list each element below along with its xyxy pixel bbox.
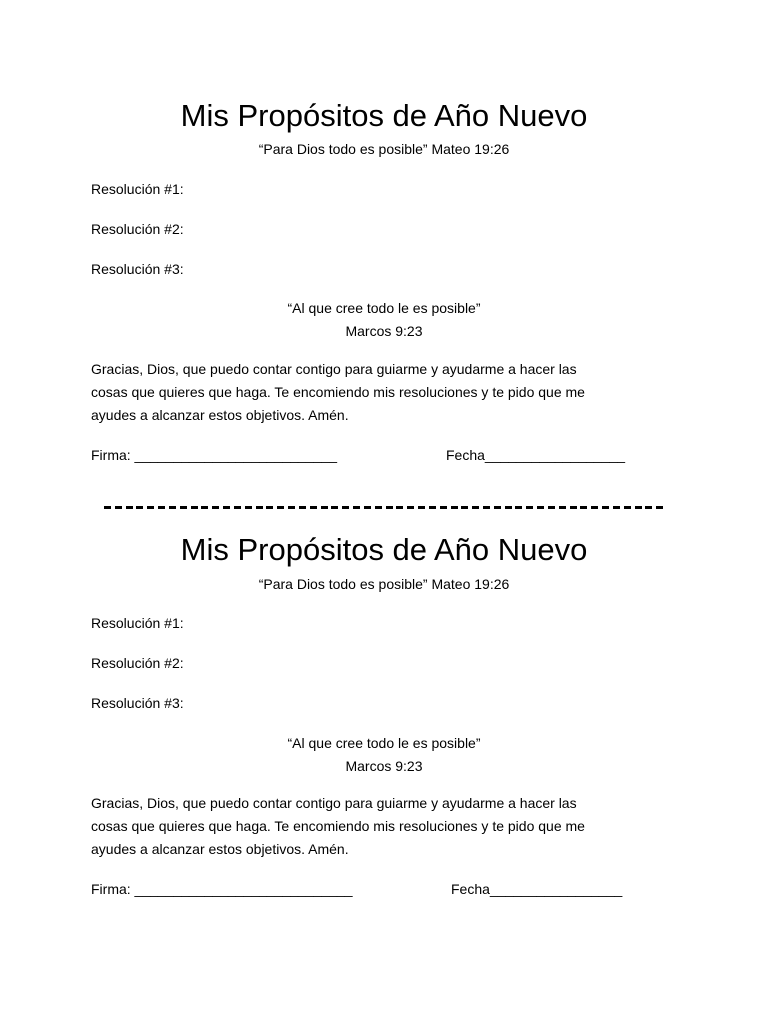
separator-dash: [580, 506, 587, 509]
verse-mateo: “Para Dios todo es posible” Mateo 19:26: [258, 141, 510, 157]
separator-dash: [613, 506, 620, 509]
date-line: Fecha__________________: [446, 447, 626, 463]
prayer-line: Gracias, Dios, que puedo contar contigo para guiarme y ayudarme a hacer las: [91, 795, 577, 811]
separator-dash: [440, 506, 447, 509]
separator-dash: [180, 506, 187, 509]
cut-separator: [104, 504, 664, 510]
separator-dash: [104, 506, 111, 509]
form-title: Mis Propósitos de Año Nuevo: [180, 532, 588, 567]
resolution-1-label: Resolución #1:: [91, 615, 184, 631]
prayer-line: cosas que quieres que haga. Te encomiendo mis resoluciones y te pido que me: [91, 384, 585, 400]
separator-dash: [364, 506, 371, 509]
separator-dash: [645, 506, 652, 509]
separator-dash: [386, 506, 393, 509]
separator-dash: [266, 506, 273, 509]
separator-dash: [483, 506, 490, 509]
verse-marcos-ref: Marcos 9:23: [345, 323, 423, 339]
separator-dash: [451, 506, 458, 509]
separator-dash: [624, 506, 631, 509]
resolution-1-label: Resolución #1:: [91, 181, 184, 197]
separator-dash: [505, 506, 512, 509]
verse-marcos-ref: Marcos 9:23: [345, 758, 423, 774]
separator-dash: [310, 506, 317, 509]
separator-dash: [147, 506, 154, 509]
separator-dash: [407, 506, 414, 509]
separator-dash: [342, 506, 349, 509]
resolution-3-label: Resolución #3:: [91, 261, 184, 277]
separator-dash: [602, 506, 609, 509]
separator-dash: [472, 506, 479, 509]
separator-dash: [212, 506, 219, 509]
prayer-line: ayudes a alcanzar estos objetivos. Amén.: [91, 841, 349, 857]
separator-dash: [635, 506, 642, 509]
prayer-line: Gracias, Dios, que puedo contar contigo para guiarme y ayudarme a hacer las: [91, 361, 577, 377]
separator-dash: [548, 506, 555, 509]
resolution-2-label: Resolución #2:: [91, 221, 184, 237]
separator-dash: [288, 506, 295, 509]
separator-dash: [559, 506, 566, 509]
separator-dash: [234, 506, 241, 509]
separator-dash: [526, 506, 533, 509]
separator-dash: [136, 506, 143, 509]
separator-dash: [418, 506, 425, 509]
separator-dash: [494, 506, 501, 509]
separator-dash: [115, 506, 122, 509]
separator-dash: [537, 506, 544, 509]
form-title: Mis Propósitos de Año Nuevo: [180, 98, 588, 133]
separator-dash: [656, 506, 663, 509]
separator-dash: [299, 506, 306, 509]
separator-dash: [201, 506, 208, 509]
separator-dash: [396, 506, 403, 509]
separator-dash: [245, 506, 252, 509]
prayer-line: ayudes a alcanzar estos objetivos. Amén.: [91, 407, 349, 423]
date-line: Fecha_________________: [451, 881, 623, 897]
separator-dash: [158, 506, 165, 509]
separator-dash: [429, 506, 436, 509]
separator-dash: [277, 506, 284, 509]
separator-dash: [223, 506, 230, 509]
verse-marcos-quote: “Al que cree todo le es posible”: [287, 300, 481, 316]
prayer-line: cosas que quieres que haga. Te encomiendo mis resoluciones y te pido que me: [91, 818, 585, 834]
separator-dash: [331, 506, 338, 509]
resolution-3-label: Resolución #3:: [91, 695, 184, 711]
prayer-text: [91, 792, 691, 861]
separator-dash: [256, 506, 263, 509]
verse-marcos-quote: “Al que cree todo le es posible”: [287, 735, 481, 751]
separator-dash: [570, 506, 577, 509]
separator-dash: [191, 506, 198, 509]
signature-line: Firma: ____________________________: [91, 881, 353, 897]
separator-dash: [353, 506, 360, 509]
separator-dash: [461, 506, 468, 509]
signature-line: Firma: __________________________: [91, 447, 337, 463]
separator-dash: [591, 506, 598, 509]
separator-dash: [375, 506, 382, 509]
separator-dash: [169, 506, 176, 509]
separator-dash: [515, 506, 522, 509]
separator-dash: [321, 506, 328, 509]
verse-mateo: “Para Dios todo es posible” Mateo 19:26: [258, 576, 510, 592]
resolution-2-label: Resolución #2:: [91, 655, 184, 671]
prayer-text: [91, 358, 691, 427]
separator-dash: [126, 506, 133, 509]
